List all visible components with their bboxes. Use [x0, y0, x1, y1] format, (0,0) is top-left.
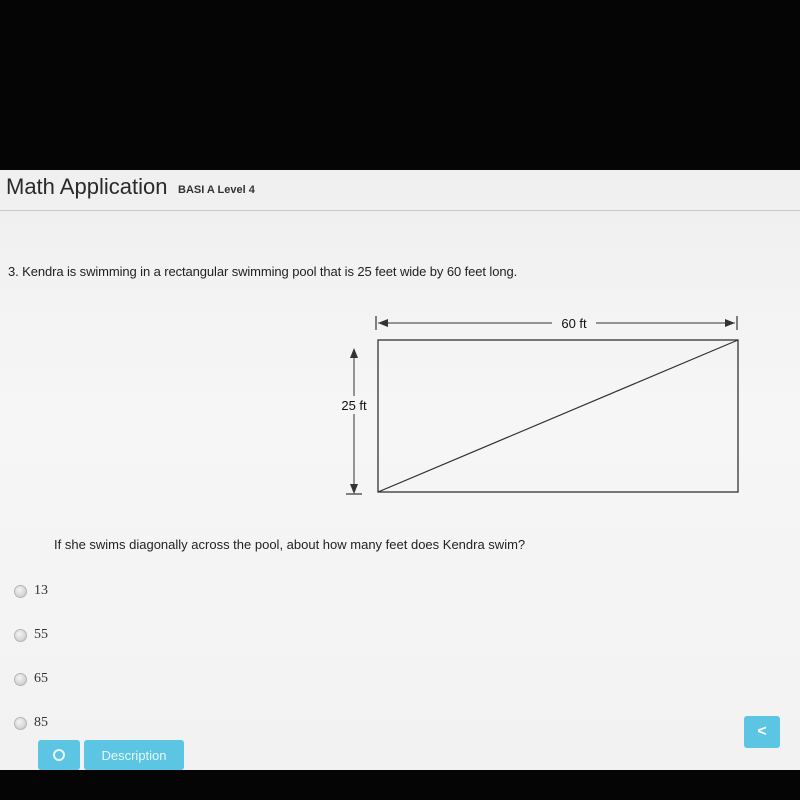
length-dimension	[376, 316, 737, 331]
app-header	[0, 170, 800, 211]
pool-diagonal	[378, 340, 738, 492]
length-label: 60 ft	[561, 316, 587, 331]
answer-option-55[interactable]	[14, 625, 48, 645]
info-button[interactable]	[38, 740, 80, 770]
app-title: Math Application	[6, 174, 168, 199]
radio-button[interactable]	[14, 673, 27, 686]
answer-option-13[interactable]	[14, 581, 48, 601]
back-button[interactable]: <	[744, 716, 780, 748]
option-label: 55	[34, 627, 48, 642]
app-screen	[0, 170, 800, 770]
app-subtitle: BASI A Level 4	[178, 184, 255, 196]
pool-diagram	[330, 308, 750, 508]
answer-option-65[interactable]	[14, 669, 48, 689]
radio-button[interactable]	[14, 585, 27, 598]
option-label: 65	[34, 671, 48, 686]
option-label: 13	[34, 583, 48, 598]
option-label: 85	[34, 715, 48, 730]
width-label: 25 ft	[341, 398, 367, 413]
info-circle-icon	[53, 749, 65, 761]
question-prompt: If she swims diagonally across the pool, about how many feet does Kendra swim?	[54, 537, 526, 552]
description-button[interactable]: Description	[84, 740, 184, 770]
width-arrow	[341, 348, 367, 494]
radio-button[interactable]	[14, 717, 27, 730]
question-text: 3. Kendra is swimming in a rectangular swimming pool that is 25 feet wide by 60 feet long.	[8, 264, 518, 279]
answer-option-85[interactable]	[14, 713, 48, 733]
radio-button[interactable]	[14, 629, 27, 642]
